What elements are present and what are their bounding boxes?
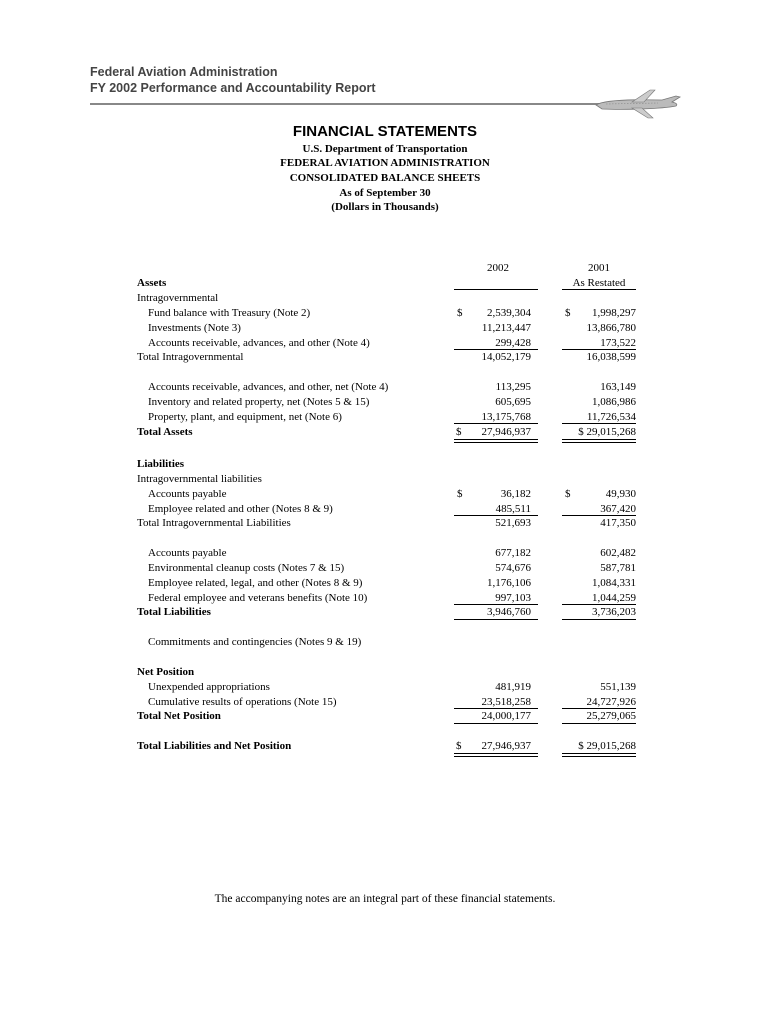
table-row: Net Position [137,666,195,678]
table-row: Assets [137,277,167,289]
table-row: Inventory and related property, net (Notes 5 & 15) 605,695 1,086,986 [148,396,636,408]
column-header-2002: 2002 [487,262,509,274]
units: (Dollars in Thousands) [331,201,439,213]
agency: FEDERAL AVIATION ADMINISTRATION [280,157,490,169]
page-title: FINANCIAL STATEMENTS [292,123,478,140]
table-row: Accounts payable 677,182 602,482 [148,547,636,559]
header-org: Federal Aviation Administration [90,65,278,79]
table-row: Total Assets $ 27,946,937 $ 29,015,268 [137,426,636,438]
airplane-icon [592,84,688,124]
table-row: Unexpended appropriations 481,919 551,139 [148,681,636,693]
table-row: Employee related and other (Notes 8 & 9) 485,511 367,420 [148,503,636,515]
table-row: Commitments and contingencies (Notes 9 & 19) [148,636,362,648]
table-row: Intragovernmental [137,292,219,304]
statement-name: CONSOLIDATED BALANCE SHEETS [289,172,481,184]
table-row: Total Liabilities and Net Position $ 27,946,937 $ 29,015,268 [137,740,636,752]
table-row: Fund balance with Treasury (Note 2) $ 2,539,304 $ 1,998,297 [148,307,636,319]
table-row: Total Net Position 24,000,177 25,279,065 [137,710,636,722]
header-report: FY 2002 Performance and Accountability Report [90,81,376,95]
table-row: Property, plant, and equipment, net (Note 6) 13,175,768 11,726,534 [148,411,636,423]
column-header-2001: 2001 [588,262,610,274]
table-row: Accounts receivable, advances, and other, net (Note 4) 113,295 163,149 [148,381,636,393]
table-row: Total Liabilities 3,946,760 3,736,203 [137,606,636,618]
table-row: Accounts receivable, advances, and other (Note 4) 299,428 173,522 [148,337,636,349]
department: U.S. Department of Transportation [302,143,468,155]
column-header-restated: As Restated [572,277,626,289]
table-row: Intragovernmental liabilities [137,473,262,485]
table-row: Cumulative results of operations (Note 15) 23,518,258 24,727,926 [148,696,636,708]
table-row: Total Intragovernmental Liabilities 521,693 417,350 [137,517,636,529]
table-row: Federal employee and veterans benefits (Note 10) 997,103 1,044,259 [148,592,636,604]
table-row: Total Intragovernmental 14,052,179 16,038,599 [137,351,636,363]
table-row: Accounts payable $ 36,182 $ 49,930 [148,488,636,500]
as-of-date: As of September 30 [339,187,431,199]
footer-note: The accompanying notes are an integral part of these financial statements. [214,893,556,905]
table-row: Liabilities [137,458,185,470]
table-row: Investments (Note 3) 11,213,447 13,866,780 [148,322,636,334]
header-rule [90,103,610,105]
table-row: Environmental cleanup costs (Notes 7 & 15) 574,676 587,781 [148,562,636,574]
table-row: Employee related, legal, and other (Notes 8 & 9) 1,176,106 1,084,331 [148,577,636,589]
